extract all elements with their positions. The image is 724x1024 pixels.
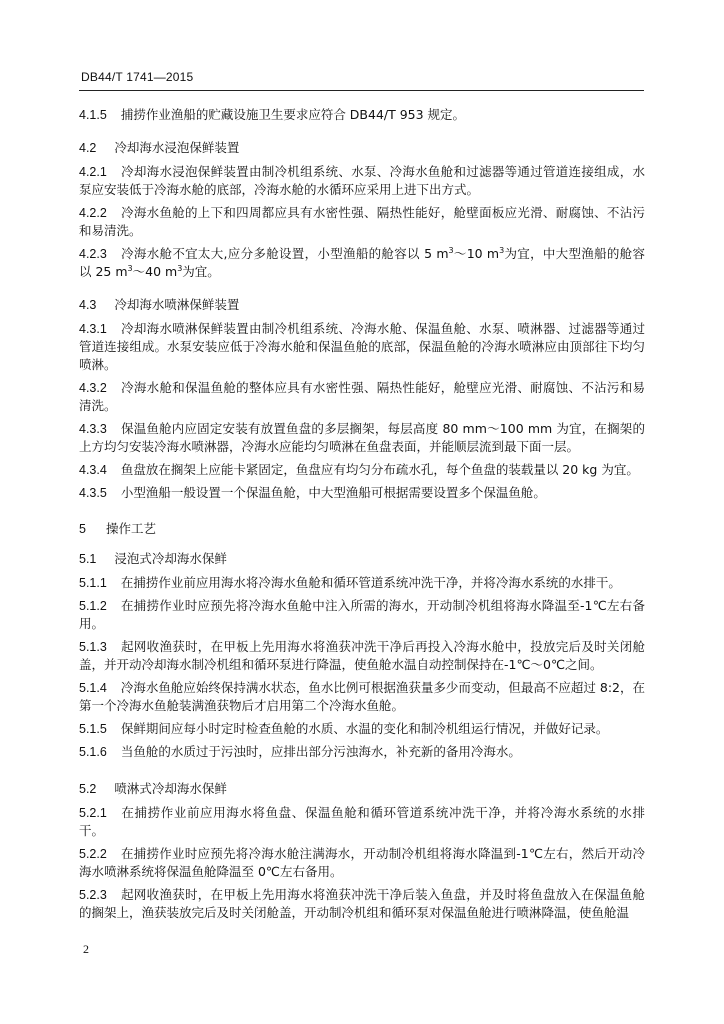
clause-number: 5.1.3: [79, 640, 107, 654]
clause-text: 起网收渔获时，在甲板上先用海水将渔获冲洗干净后装入鱼盘，并及时将鱼盘放入在保温鱼舱的搁架上，渔获装放完后及时关闭舱盖，开动制冷机组和循环泵对保温鱼舱进行喷淋降温，使鱼舱温: [79, 887, 645, 920]
clause-number: 4.3.1: [79, 322, 107, 336]
clause-text-part: 为宜，中大型渔船的舱容以 25 m: [79, 246, 645, 279]
superscript: 3: [448, 245, 454, 255]
clause-5-2-1: [79, 804, 645, 840]
clause-4-3-5: [79, 484, 645, 502]
clause-text: 当鱼舱的水质过于污浊时，应排出部分污浊海水，补充新的备用冷海水。: [120, 744, 521, 759]
clause-5-1-4: [79, 679, 645, 715]
clause-number: 5.1.5: [79, 722, 107, 736]
clause-4-2-1: [79, 163, 645, 199]
clause-text-part: 冷海水舱不宜太大,应分多舱设置，小型渔船的舱容以 5 m: [120, 246, 449, 261]
clause-text: 鱼盘放在搁架上应能卡紧固定，鱼盘应有均匀分布疏水孔，每个鱼盘的装载量以 20 kg 为宜。: [120, 462, 639, 477]
clause-text: 保温鱼舱内应固定安装有放置鱼盘的多层搁架，每层高度 80 mm～100 mm 为宜，在搁架的上方均匀安装冷海水喷淋器，冷海水应能均匀喷淋在鱼盘表面，并能顺层流到最下面一层。: [79, 421, 645, 454]
clause-5-2-2: [79, 845, 645, 881]
clause-4-2-2: [79, 204, 645, 240]
clause-text: 冷海水舱和保温鱼舱的整体应具有水密性强、隔热性能好，舱壁应光滑、耐腐蚀、不沾污和易清洗。: [79, 380, 645, 413]
clause-number: 4.2.1: [79, 165, 107, 179]
clause-text: 在捕捞作业时应预先将冷海水鱼舱中注入所需的海水，开动制冷机组将海水降温至-1℃左右备用。: [79, 598, 645, 631]
document-body: [79, 106, 645, 927]
clause-number: 5.1.2: [79, 599, 107, 613]
clause-4-3-3: [79, 420, 645, 456]
section-title: 浸泡式冷却海水保鲜: [114, 551, 227, 566]
clause-text: 捕捞作业渔船的贮藏设施卫生要求应符合 DB44/T 953 规定。: [120, 107, 466, 122]
clause-5-1-1: [79, 574, 645, 592]
clause-number: 4.2.3: [79, 247, 107, 261]
clause-text: 在捕捞作业前应用海水将鱼盘、保温鱼舱和循环管道系统冲洗干净，并将冷海水系统的水排干。: [79, 805, 645, 838]
section-5-2-heading: [79, 780, 645, 798]
superscript: 3: [127, 263, 133, 273]
clause-text: 冷却海水浸泡保鲜装置由制冷机组系统、水泵、冷海水鱼舱和过滤器等通过管道连接组成，水泵应安装低于冷海水舱的底部，冷海水舱的水循环应采用上进下出方式。: [79, 164, 645, 197]
section-title: 冷却海水浸泡保鲜装置: [114, 140, 240, 155]
clause-text: 冷海水鱼舱应始终保持满水状态，鱼水比例可根据渔获量多少而变动，但最高不应超过 8:2，在第一个冷海水鱼舱装满渔获物后才启用第二个冷海水鱼舱。: [79, 680, 645, 713]
clause-text-part: 为宜。: [182, 264, 220, 279]
clause-4-2-3: [79, 245, 645, 281]
clause-4-3-4: [79, 461, 645, 479]
section-number: 5.1: [79, 552, 97, 566]
clause-number: 4.3.2: [79, 381, 107, 395]
clause-number: 4.2.2: [79, 206, 107, 220]
clause-text-part: ～10 m: [453, 246, 500, 261]
clause-text: 冷却海水喷淋保鲜装置由制冷机组系统、冷海水舱、保温鱼舱、水泵、喷淋器、过滤器等通过管道连接组成。水泵安装应低于冷海水舱和保温鱼舱的底部，保温鱼舱的冷海水喷淋应由顶部往下均匀喷淋。: [79, 321, 645, 372]
superscript: 3: [177, 263, 183, 273]
clause-4-3-2: [79, 379, 645, 415]
clause-4-1-5: [79, 106, 645, 124]
clause-text: 小型渔船一般设置一个保温鱼舱，中大型渔船可根据需要设置多个保温鱼舱。: [120, 485, 546, 500]
superscript: 3: [499, 245, 505, 255]
clause-number: 4.3.4: [79, 463, 107, 477]
clause-text: 起网收渔获时，在甲板上先用海水将渔获冲洗干净后再投入冷海水舱中，投放完后及时关闭舱盖，并开动冷却海水制冷机组和循环泵进行降温，使鱼舱水温自动控制保持在-1℃～0℃之间。: [79, 639, 645, 672]
section-title: 冷却海水喷淋保鲜装置: [114, 297, 240, 312]
clause-number: 5.1.6: [79, 745, 107, 759]
clause-number: 4.3.3: [79, 422, 107, 436]
clause-5-1-5: [79, 720, 645, 738]
clause-text: 在捕捞作业时应预先将冷海水舱注满海水，开动制冷机组将海水降温到-1℃左右，然后开动冷海水喷淋系统将保温鱼舱降温至 0℃左右备用。: [79, 846, 645, 879]
clause-text: 在捕捞作业前应用海水将冷海水鱼舱和循环管道系统冲洗干净，并将冷海水系统的水排干。: [120, 575, 621, 590]
clause-5-1-2: [79, 597, 645, 633]
clause-5-1-3: [79, 638, 645, 674]
clause-5-2-3: [79, 886, 645, 922]
clause-number: 5.2.3: [79, 888, 107, 902]
clause-number: 5.1.4: [79, 681, 107, 695]
section-4-2-heading: [79, 139, 645, 157]
header-divider: [79, 90, 644, 91]
clause-text: 冷海水鱼舱的上下和四周都应具有水密性强、隔热性能好，舱壁面板应光滑、耐腐蚀、不沾污和易清洗。: [79, 205, 645, 238]
section-number: 4.3: [79, 298, 97, 312]
clause-number: 5.2.1: [79, 806, 107, 820]
clause-5-1-6: [79, 743, 645, 761]
clause-number: 4.1.5: [79, 108, 107, 122]
section-5-1-heading: [79, 550, 645, 568]
section-4-3-heading: [79, 296, 645, 314]
section-5-heading: [79, 520, 645, 538]
clause-text: 保鲜期间应每小时定时检查鱼舱的水质、水温的变化和制冷机组运行情况，并做好记录。: [120, 721, 609, 736]
section-number: 5: [79, 522, 86, 536]
section-number: 4.2: [79, 141, 97, 155]
section-title: 操作工艺: [105, 521, 156, 536]
clause-4-3-1: [79, 320, 645, 374]
section-title: 喷淋式冷却海水保鲜: [114, 781, 227, 796]
clause-number: 5.1.1: [79, 576, 107, 590]
clause-number: 4.3.5: [79, 486, 107, 500]
clause-number: 5.2.2: [79, 847, 107, 861]
clause-text-part: ～40 m: [132, 264, 178, 279]
section-number: 5.2: [79, 782, 97, 796]
standard-code-header: DB44/T 1741—2015: [81, 70, 194, 84]
page-number: 2: [83, 942, 89, 956]
